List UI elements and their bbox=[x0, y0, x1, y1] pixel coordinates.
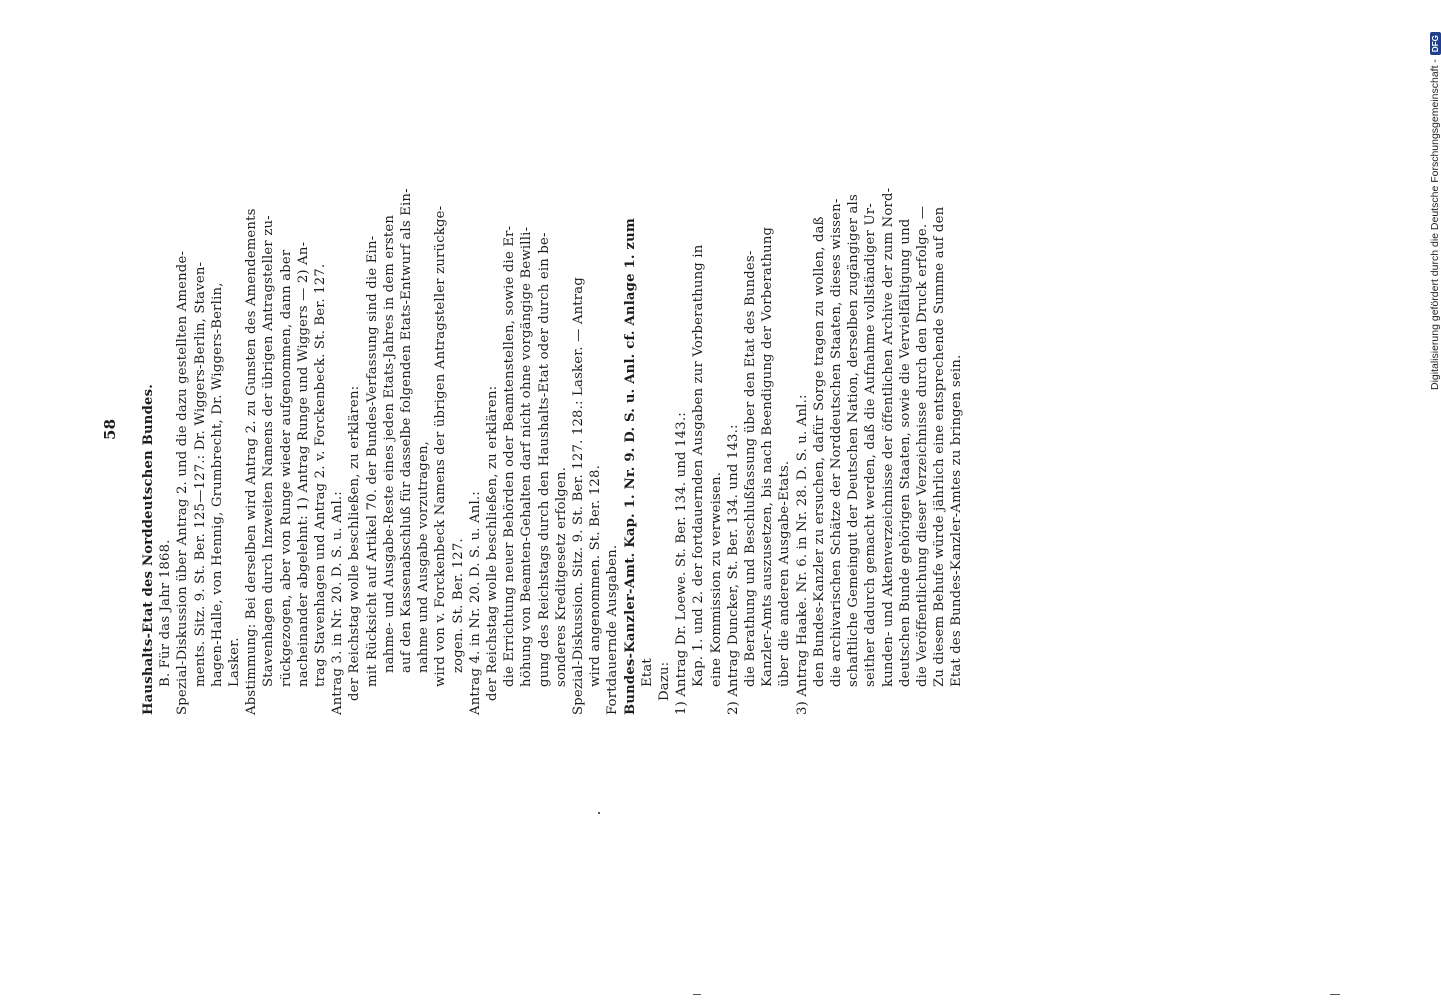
text-line: wird angenommen. St. Ber. 128. bbox=[588, 465, 604, 687]
text-line: den Bundes-Kanzler zu ersuchen, dafür Sorge tragen zu wollen, daß bbox=[811, 216, 827, 687]
page-number: 58 bbox=[101, 418, 119, 440]
text-line: Abstimmung: Bei derselben wird Antrag 2. zu Gunsten des Amendements bbox=[244, 208, 260, 715]
text-line: B. Für das Jahr 1868. bbox=[158, 539, 174, 687]
scan-speck bbox=[693, 994, 701, 995]
text-line: Spezial-Diskussion über Antrag 2. und die dazu gestellten Amende- bbox=[175, 250, 191, 715]
text-line: hagen-Halle, von Hennig, Grumbrecht, Dr. Wiggers-Berlin, bbox=[209, 282, 225, 687]
text-line: der Reichstag wolle beschließen, zu erklären: bbox=[347, 385, 363, 701]
text-line: auf den Kassenabschluß für dasselbe folgenden Etats-Entwurf als Ein- bbox=[399, 188, 414, 673]
text-line: die Veröffentlichung dieser Verzeichnisse durch den Druck erfolge. — bbox=[915, 205, 930, 687]
text-line: höhung von Beamten-Gehalten darf nicht ohne vorgängige Bewilli- bbox=[519, 226, 535, 687]
text-line: rückgezogen, aber von Runge wieder aufgenommen, dann aber bbox=[278, 249, 294, 687]
text-line: Dazu: bbox=[657, 661, 672, 701]
text-line: Haushalts-Etat des Norddeutschen Bundes. bbox=[141, 383, 156, 715]
dfg-logo: DFG bbox=[1430, 32, 1441, 55]
text-line: zogen. St. Ber. 127. bbox=[450, 538, 466, 673]
credit-text: Digitalisierung gefördert durch die Deutsche Forschungsgemeinschaft - bbox=[1429, 59, 1441, 390]
text-line: Lasker. bbox=[227, 637, 242, 687]
text-line: die Berathung und Beschlußfassung über den Etat des Bundes- bbox=[743, 250, 758, 687]
text-line: 3) Antrag Haake. Nr. 6. in Nr. 28. D. S. u. Anl.: bbox=[794, 394, 810, 715]
text-line: Kap. 1. und 2. der fortdauernden Ausgaben zur Vorberathung in bbox=[691, 244, 707, 687]
text-line: Zu diesem Behufe würde jährlich eine entsprechende Summe auf den bbox=[932, 206, 948, 687]
text-line: Fortdauernde Ausgaben. bbox=[605, 544, 621, 715]
text-line: Stavenhagen durch Inzweiten Namens der übrigen Antragsteller zu- bbox=[261, 215, 277, 687]
text-line: wird von v. Forckenbeck Namens der übrigen Antragsteller zurückge- bbox=[433, 205, 449, 687]
text-line: mit Rücksicht auf Artikel 70. der Bundes-Verfassung sind die Ein- bbox=[364, 235, 380, 687]
text-line: die archivarischen Schätze der Norddeutschen Staaten, dieses wissen- bbox=[829, 198, 844, 687]
text-line: die Errichtung neuer Behörden oder Beamtenstellen, sowie die Er- bbox=[502, 225, 518, 687]
text-line: nacheinander abgelehnt: 1) Antrag Runge und Wiggers — 2) An- bbox=[295, 241, 311, 687]
text-line: schaftliche Gemeingut der Deutschen Nation, derselben zugängiger als bbox=[846, 194, 862, 687]
scan-speck bbox=[598, 812, 600, 814]
rotated-page-content bbox=[101, 115, 1300, 715]
text-line: der Reichstag wolle beschließen, zu erklären: bbox=[485, 385, 500, 701]
text-line: trag Stavenhagen und Antrag 2. v. Forckenbeck. St. Ber. 127. bbox=[313, 263, 328, 687]
text-line: Etat des Bundes-Kanzler-Amtes zu bringen sein. bbox=[949, 354, 965, 687]
text-line: Kanzler-Amts auszusetzen, bis nach Beendigung der Vorberathung bbox=[760, 226, 776, 687]
text-line: gung des Reichstags durch den Haushalts-Etat oder durch ein be- bbox=[536, 232, 552, 687]
text-line: 2) Antrag Duncker, St. Ber. 134. und 143.: bbox=[725, 424, 741, 715]
text-line: kunden- und Aktenverzeichnisse der öffentlichen Archive der zum Nord- bbox=[880, 187, 896, 687]
text-line: über die anderen Ausgabe-Etats. bbox=[777, 460, 793, 687]
text-line: Antrag 4. in Nr. 20. D. S. u. Anl.: bbox=[467, 491, 483, 715]
text-line: seither dadurch gemacht werden, daß die Aufnahme vollständiger Ur- bbox=[863, 203, 879, 687]
text-line: Spezial-Diskussion. Sitz. 9. St. Ber. 127. 128.: Lasker. — Antrag bbox=[571, 277, 586, 715]
digitization-credit bbox=[1429, 0, 1441, 390]
text-line: 1) Antrag Dr. Loewe. St. Ber. 134. und 143.: bbox=[674, 412, 690, 715]
scan-speck bbox=[1330, 994, 1340, 995]
text-line: Etat bbox=[639, 658, 655, 687]
text-line: Antrag 3. in Nr. 20. D. S. u. Anl.: bbox=[330, 491, 346, 715]
text-line: deutschen Bunde gehörigen Staaten, sowie die Vervielfältigung und bbox=[897, 218, 913, 687]
text-line: sonderes Kreditgesetz erfolgen. bbox=[553, 467, 569, 687]
text-line: ments. Sitz. 9. St. Ber. 125—127.: Dr. Wiggers-Berlin, Staven- bbox=[192, 261, 208, 687]
text-line: nahme- und Ausgabe-Reste eines jeden Etats-Jahres in dem ersten bbox=[381, 214, 397, 673]
text-line: nahme und Ausgabe vorzutragen, bbox=[416, 440, 432, 673]
text-line: eine Kommission zu verweisen. bbox=[708, 471, 724, 687]
text-line: Bundes-Kanzler-Amt. Kap. 1. Nr. 9. D. S. u. Anl. cf. Anlage 1. zum bbox=[622, 217, 638, 715]
